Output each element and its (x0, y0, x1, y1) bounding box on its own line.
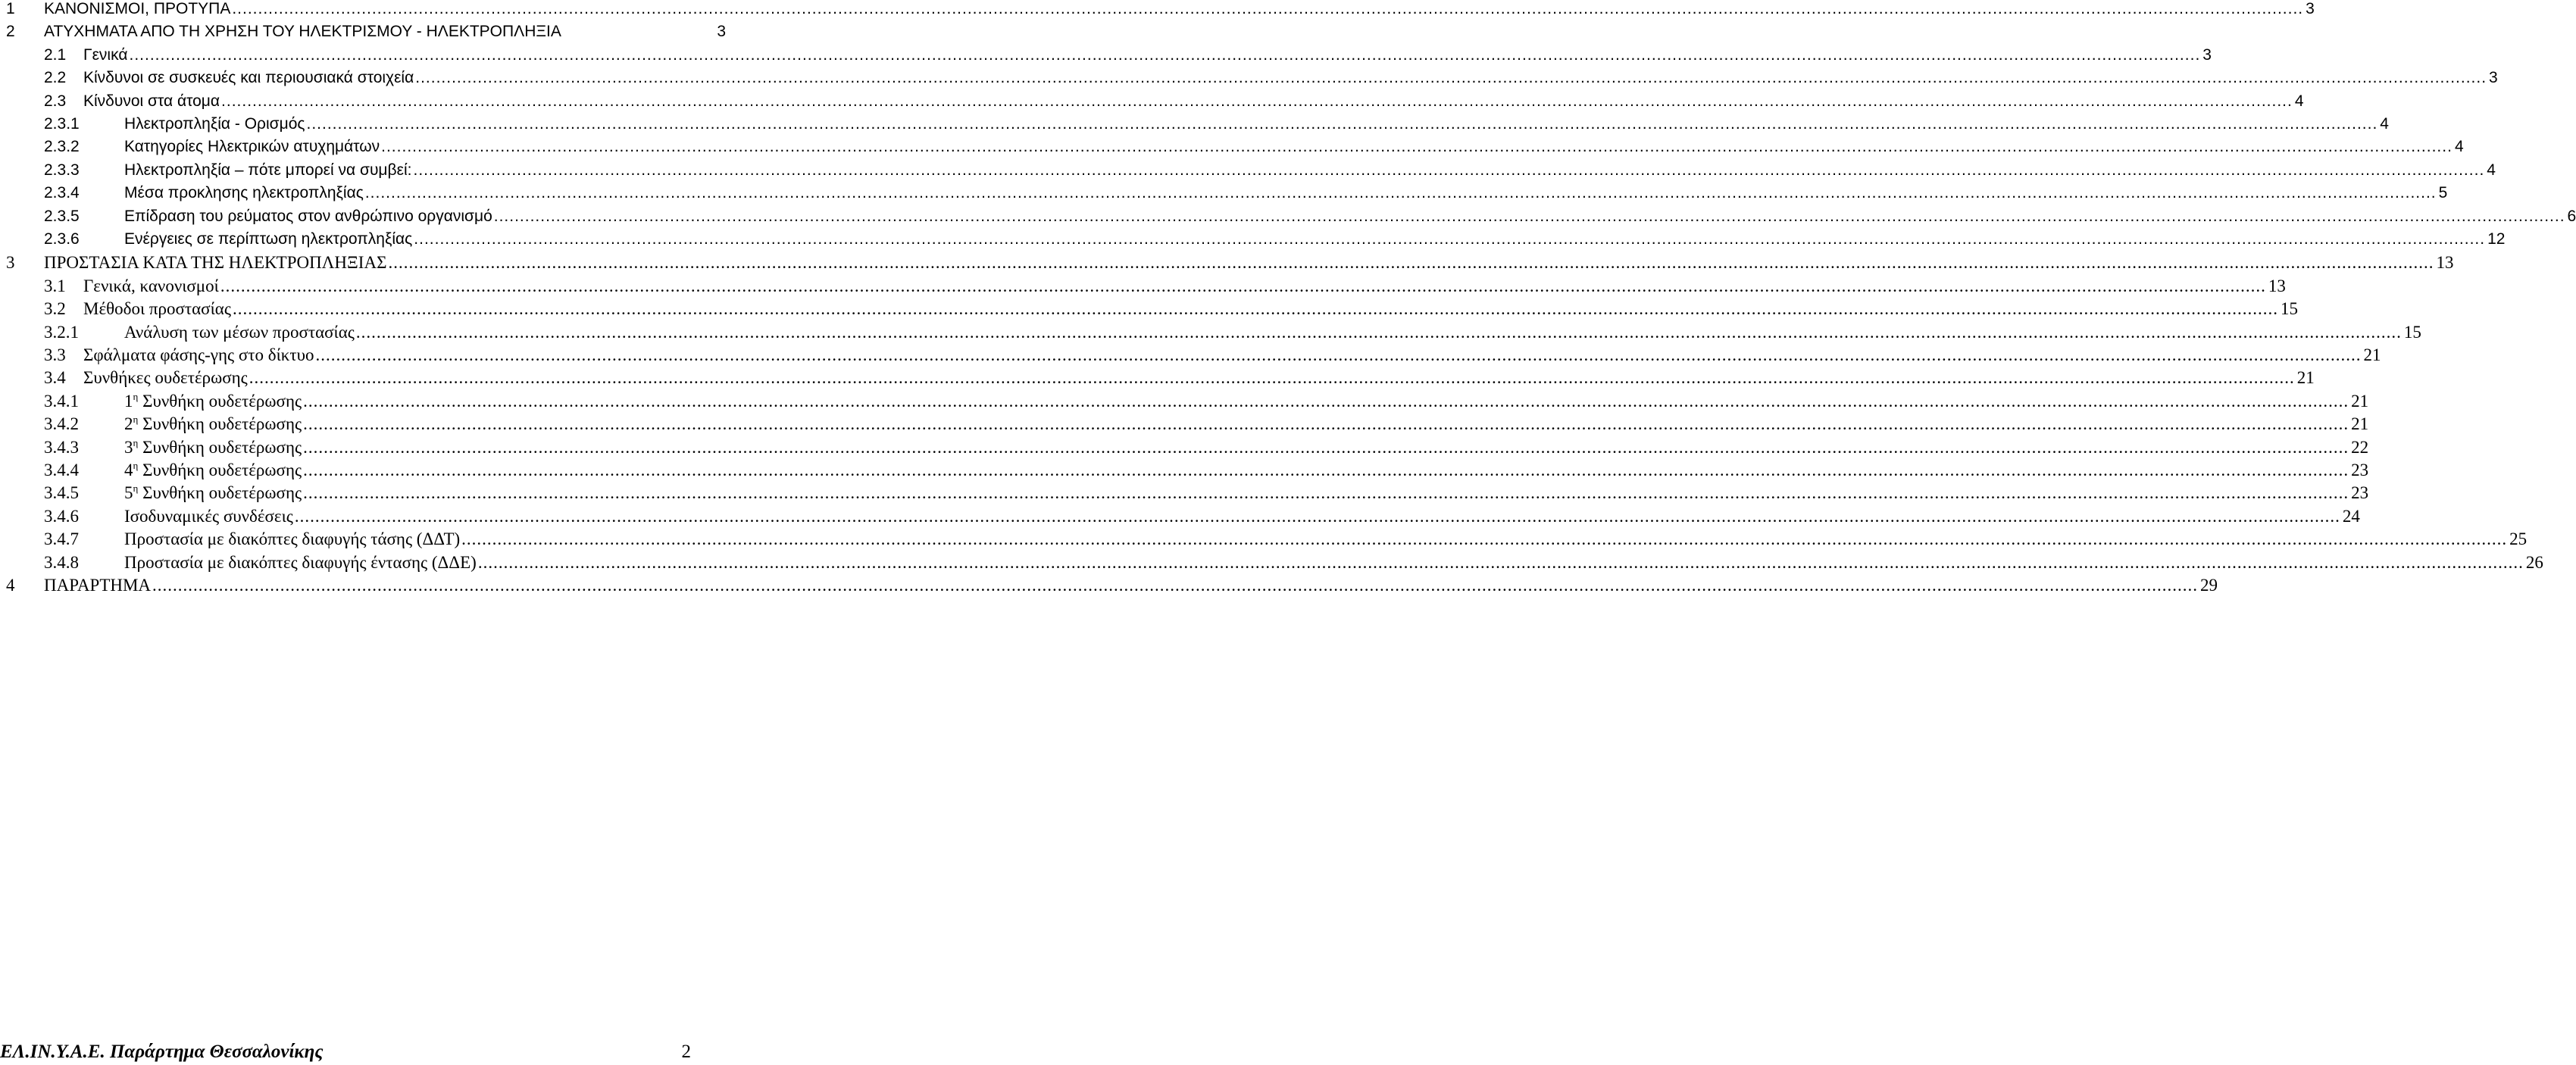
toc-entry-ordinal: 4 (124, 461, 133, 479)
toc-entry-ordinal-suffix: η (133, 483, 139, 495)
toc-entry-leader-dots: ................................................................................................................................................................................................................................................................................................................................................................................................................ (249, 368, 2295, 388)
toc-entry[interactable] (0, 115, 2389, 138)
toc-entry[interactable] (0, 414, 2369, 437)
toc-entry-number: 2.3.2 (44, 138, 80, 156)
toc-entry-number: 3.4.3 (44, 437, 79, 457)
toc-entry-title (124, 414, 302, 434)
toc-entry-title: Ενέργειες σε περίπτωση ηλεκτροπληξίας (124, 230, 413, 248)
toc-entry[interactable] (0, 45, 2212, 69)
footer-organization: ΕΛ.ΙΝ.Υ.Α.Ε. Παράρτημα Θεσσαλονίκης (0, 1042, 324, 1062)
toc-entry-number: 3.3 (44, 345, 66, 364)
toc-entry[interactable] (0, 299, 2298, 322)
toc-entry-title: Ηλεκτροπληξία - Ορισμός (124, 115, 305, 133)
toc-entry-page-number: 21 (2351, 391, 2369, 411)
toc-entry-page-number: 29 (2200, 576, 2218, 595)
toc-entry[interactable] (0, 23, 726, 45)
toc-entry-number: 3.2 (44, 299, 66, 319)
toc-entry-number: 3.4.2 (44, 414, 79, 434)
toc-entry-number: 3.4 (44, 368, 66, 388)
toc-entry[interactable] (0, 552, 2543, 576)
toc-entry-leader-dots: ................................................................................................................................................................................................................................................................................................................................................................................................................ (461, 529, 2508, 549)
toc-entry-ordinal: 3 (124, 437, 133, 457)
toc-entry-leader-dots: ................................................................................................................................................................................................................................................................................................................................................................................................................ (303, 414, 2349, 434)
toc-entry-leader-dots: ................................................................................................................................................................................................................................................................................................................................................................................................................ (413, 161, 2485, 179)
toc-entry-number: 2.3.1 (44, 115, 80, 133)
toc-entry-page-number: 15 (2403, 322, 2421, 342)
toc-entry-page-number: 4 (2294, 92, 2304, 110)
toc-entry-ordinal-suffix: η (133, 390, 139, 402)
toc-entry-ordinal-suffix: η (133, 436, 139, 448)
toc-entry-leader-dots: ................................................................................................................................................................................................................................................................................................................................................................................................................ (381, 138, 2453, 156)
toc-entry-leader-dots: ................................................................................................................................................................................................................................................................................................................................................................................................................ (415, 69, 2487, 87)
toc-entry-title: Προστασία με διακόπτες διαφυγής τάσης (ΔΔΤ) (124, 529, 461, 549)
toc-entry-ordinal: 1 (124, 391, 133, 411)
toc-entry-number: 3.4.7 (44, 529, 79, 549)
toc-entry-ordinal-suffix: η (133, 414, 139, 426)
toc-entry[interactable] (0, 529, 2528, 552)
toc-entry-number: 2.2 (44, 69, 67, 87)
toc-entry-number: 3.1 (44, 276, 66, 295)
toc-entry[interactable] (0, 576, 2218, 598)
toc-entry-title-text: Συνθήκη ουδετέρωσης (138, 414, 302, 434)
toc-entry-title: Ισοδυναμικές συνδέσεις (124, 506, 293, 526)
toc-entry[interactable] (0, 161, 2496, 184)
toc-entry-title: Επίδραση του ρεύματος στον ανθρώπινο οργανισμό (124, 207, 492, 225)
toc-entry-title: Συνθήκες ουδετέρωσης (83, 368, 248, 388)
toc-entry-leader-dots: ................................................................................................................................................................................................................................................................................................................................................................................................................ (220, 276, 2266, 295)
toc-entry-title: Κίνδυνοι σε συσκευές και περιουσιακά στοιχεία (83, 69, 414, 87)
toc-entry-page-number: 13 (2268, 276, 2286, 295)
toc-entry[interactable] (0, 138, 2464, 161)
toc-entry[interactable] (0, 483, 2369, 506)
toc-entry[interactable] (0, 184, 2448, 207)
toc-entry[interactable] (0, 276, 2286, 299)
toc-entry-leader-dots: ................................................................................................................................................................................................................................................................................................................................................................................................................ (303, 391, 2349, 411)
toc-entry-leader-dots: ................................................................................................................................................................................................................................................................................................................................................................................................................ (355, 322, 2402, 342)
toc-entry-title: Σφάλματα φάσης-γης στο δίκτυο (83, 345, 314, 364)
toc-entry[interactable] (0, 345, 2381, 368)
toc-entry-leader-dots: ................................................................................................................................................................................................................................................................................................................................................................................................................ (129, 45, 2201, 64)
toc-entry-page-number: 24 (2342, 506, 2360, 526)
toc-entry-leader-dots: ................................................................................................................................................................................................................................................................................................................................................................................................................ (388, 253, 2434, 273)
toc-entry-number: 4 (6, 576, 15, 595)
toc-entry-page-number: 22 (2351, 437, 2369, 457)
toc-entry-page-number: 21 (2351, 414, 2369, 434)
toc-entry-page-number: 21 (2296, 368, 2315, 388)
toc-entry-number: 3.4.6 (44, 506, 79, 526)
toc-entry-title: ΑΤΥΧΗΜΑΤΑ ΑΠΟ ΤΗ ΧΡΗΣΗ ΤΟΥ ΗΛΕΚΤΡΙΣΜΟΥ - ΗΛΕΚΤΡΟΠΛΗΞΙΑ (44, 23, 561, 41)
toc-entry-page-number: 26 (2525, 552, 2543, 572)
toc-entry-page-number: 13 (2436, 253, 2454, 273)
toc-entry-page-number: 3 (2306, 0, 2315, 17)
toc-entry-leader-dots: ................................................................................................................................................................................................................................................................................................................................................................................................................ (294, 506, 2340, 526)
toc-entry-ordinal: 2 (124, 414, 133, 434)
toc-entry[interactable] (0, 390, 2369, 414)
toc-entry[interactable] (0, 207, 2576, 230)
toc-entry[interactable] (0, 368, 2315, 391)
toc-entry-number: 2.1 (44, 45, 67, 64)
toc-entry-number: 1 (6, 0, 15, 17)
toc-entry-leader-dots: ................................................................................................................................................................................................................................................................................................................................................................................................................ (232, 299, 2278, 319)
toc-entry-number: 2.3 (44, 92, 67, 110)
toc-entry-page-number: 5 (2438, 184, 2448, 202)
toc-entry-page-number: 6 (2567, 207, 2576, 225)
toc-entry-leader-dots: ................................................................................................................................................................................................................................................................................................................................................................................................................ (306, 115, 2378, 133)
toc-entry-leader-dots: ................................................................................................................................................................................................................................................................................................................................................................................................................ (303, 461, 2349, 479)
toc-entry-leader-dots: ................................................................................................................................................................................................................................................................................................................................................................................................................ (232, 0, 2304, 17)
toc-entry-title: Γενικά (83, 45, 128, 64)
toc-entry-number: 3 (6, 253, 15, 273)
toc-entry-title-text: Συνθήκη ουδετέρωσης (138, 391, 302, 411)
toc-entry-number: 3.4.8 (44, 552, 79, 572)
toc-entry-title (124, 392, 302, 411)
toc-entry-page-number: 15 (2280, 299, 2298, 319)
toc-entry-page-number: 4 (2454, 138, 2464, 156)
toc-entry-leader-dots: ................................................................................................................................................................................................................................................................................................................................................................................................................ (303, 483, 2349, 503)
toc-entry-number: 2.3.5 (44, 207, 80, 225)
toc-entry-leader-dots: ................................................................................................................................................................................................................................................................................................................................................................................................................ (152, 576, 2199, 595)
toc-entry[interactable] (0, 230, 2506, 253)
toc-entry-number: 3.4.4 (44, 461, 79, 479)
toc-entry-page-number: 3 (2202, 45, 2212, 64)
toc-entry[interactable] (0, 436, 2369, 461)
toc-entry-page-number: 23 (2351, 461, 2369, 479)
toc-entry-ordinal: 5 (124, 483, 133, 503)
toc-entry-title: Γενικά, κανονισμοί (83, 276, 219, 295)
toc-entry[interactable] (0, 506, 2360, 529)
toc-entry-title-text: Συνθήκη ουδετέρωσης (138, 437, 302, 457)
toc-entry-title (124, 438, 302, 458)
toc-entry[interactable] (0, 69, 2498, 92)
toc-entry[interactable] (0, 460, 2369, 483)
toc-entry-title (124, 461, 302, 480)
toc-entry-page-number: 23 (2351, 483, 2369, 503)
toc-entry-number: 2.3.3 (44, 161, 80, 179)
toc-entry-page-number: 3 (717, 23, 726, 41)
toc-entry-leader-dots: ................................................................................................................................................................................................................................................................................................................................................................................................................ (477, 552, 2524, 572)
toc-entry-leader-dots: ................................................................................................................................................................................................................................................................................................................................................................................................................ (364, 184, 2437, 202)
toc-entry-number: 3.2.1 (44, 322, 79, 342)
toc-entry-page-number: 3 (2489, 69, 2498, 87)
toc-entry-leader-dots: ................................................................................................................................................................................................................................................................................................................................................................................................................ (414, 230, 2486, 248)
toc-entry-number: 2.3.6 (44, 230, 80, 248)
toc-entry-title: Κατηγορίες Ηλεκτρικών ατυχημάτων (124, 138, 380, 156)
toc-entry-title: Μέσα προκλησης ηλεκτροπληξίας (124, 184, 364, 202)
toc-entry-title: Κίνδυνοι στα άτομα (83, 92, 220, 110)
toc-entry-title (124, 483, 302, 503)
toc-entry-title: Μέθοδοι προστασίας (83, 299, 231, 319)
toc-entry-page-number: 25 (2509, 529, 2528, 549)
toc-entry-title: ΚΑΝΟΝΙΣΜΟΙ, ΠΡΟΤΥΠΑ (44, 0, 231, 17)
toc-entry-number: 2.3.4 (44, 184, 80, 202)
toc-entry-page-number: 12 (2487, 230, 2506, 248)
toc-entry-title: ΠΑΡΑΡΤΗΜΑ (44, 576, 152, 595)
toc-entry-title: Ανάλυση των μέσων προστασίας (124, 322, 355, 342)
toc-entry[interactable] (0, 322, 2421, 345)
toc-entry-ordinal-suffix: η (133, 460, 139, 471)
toc-entry-title: ΠΡΟΣΤΑΣΙΑ ΚΑΤΑ ΤΗΣ ΗΛΕΚΤΡΟΠΛΗΞΙΑΣ (44, 253, 387, 273)
toc-entry[interactable] (0, 0, 2315, 23)
toc-entry-leader-dots: ................................................................................................................................................................................................................................................................................................................................................................................................................ (315, 345, 2362, 364)
toc-entry-title-text: Συνθήκη ουδετέρωσης (138, 483, 302, 503)
toc-entry-leader-dots: ................................................................................................................................................................................................................................................................................................................................................................................................................ (303, 437, 2349, 457)
toc-entry[interactable] (0, 253, 2454, 276)
toc-entry-leader-dots: ................................................................................................................................................................................................................................................................................................................................................................................................................ (221, 92, 2293, 110)
toc-entry-number: 2 (6, 23, 15, 41)
toc-entry-title: Προστασία με διακόπτες διαφυγής έντασης (ΔΔΕ) (124, 552, 477, 572)
toc-entry-number: 3.4.5 (44, 483, 79, 503)
toc-entry-title: Ηλεκτροπληξία – πότε μπορεί να συμβεί: (124, 161, 412, 179)
toc-entry-number: 3.4.1 (44, 391, 79, 411)
toc-entry[interactable] (0, 92, 2304, 115)
toc-entry-leader-dots: ................................................................................................................................................................................................................................................................................................................................................................................................................ (493, 207, 2565, 225)
toc-entry-title-text: Συνθήκη ουδετέρωσης (138, 461, 302, 479)
toc-entry-page-number: 4 (2380, 115, 2389, 133)
footer-page-number: 2 (681, 1042, 691, 1062)
toc-entry-page-number: 21 (2363, 345, 2381, 364)
toc-entry-page-number: 4 (2487, 161, 2496, 179)
page-footer (0, 1042, 691, 1064)
